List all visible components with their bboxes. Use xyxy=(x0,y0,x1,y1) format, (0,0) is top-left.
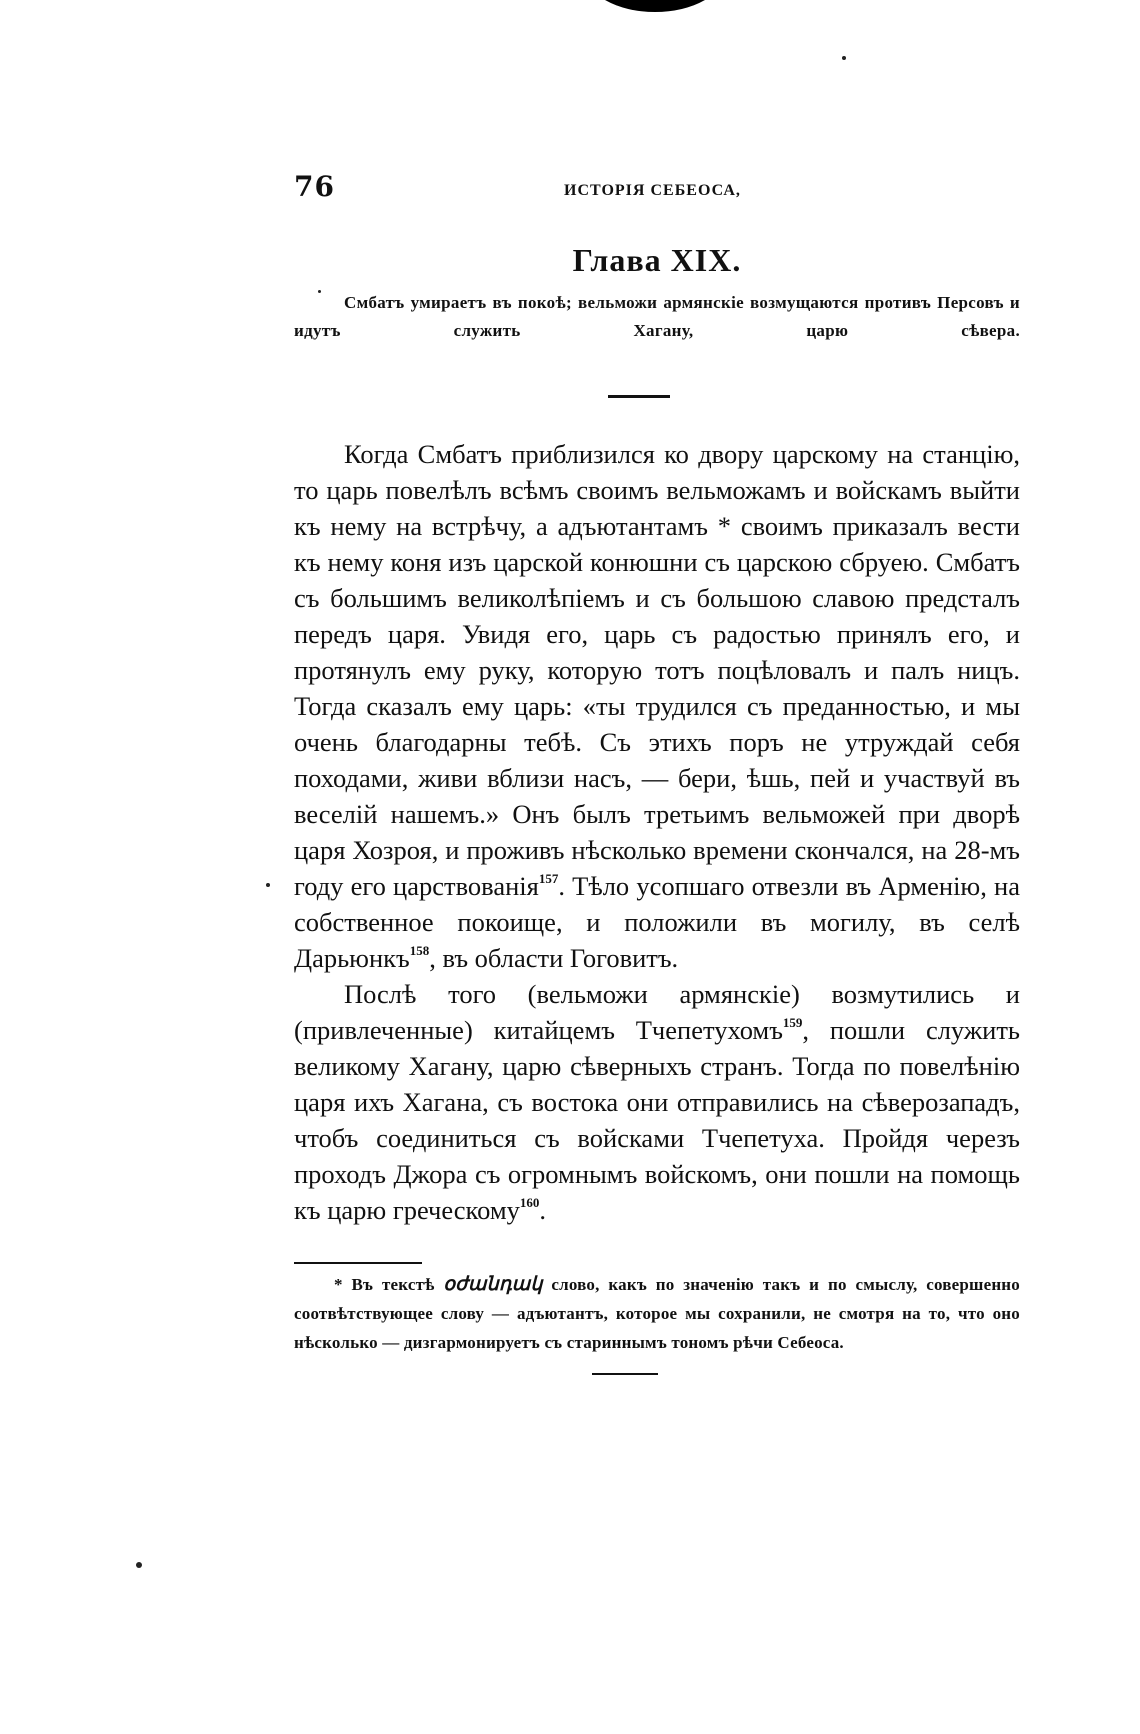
body-text xyxy=(294,436,1020,1228)
running-head xyxy=(294,170,1020,210)
paragraph-2-text-a: Послѣ того (вельможи армянскіе) возмутились и (привлеченные) китайцемъ Тчепетухомъ xyxy=(294,979,1020,1045)
paragraph-1 xyxy=(294,436,1020,976)
book-page xyxy=(294,170,1020,1375)
scan-speck xyxy=(136,1562,142,1568)
end-divider xyxy=(592,1373,658,1375)
running-title: ИСТОРІЯ СЕБЕОСА, xyxy=(564,182,741,199)
paragraph-1-text-c: , въ области Гоговитъ. xyxy=(429,943,679,973)
note-ref-157: 157 xyxy=(538,871,559,886)
note-ref-160: 160 xyxy=(519,1195,540,1210)
chapter-title: Глава XIX. xyxy=(572,242,742,278)
paragraph-1-text-b: . Тѣло усопшаго отвезли въ Арменію, на собственное покоище, и положили въ могилу, въ селѣ Дарьюнкъ xyxy=(294,871,1020,973)
chapter-summary: Смбатъ умираетъ въ покоѣ; вельможи армянскіе возмущаются противъ Персовъ и идутъ служить Хагану, царю сѣвера. xyxy=(294,293,1020,340)
page-number: 76 xyxy=(294,170,335,203)
paragraph-1-text-a: Когда Смбатъ приблизился ко двору царскому на станцію, то царь повелѣлъ всѣмъ своимъ вельможамъ и войскамъ выйти къ нему на встрѣчу, а адъютантамъ * своимъ приказалъ вести къ нему коня изъ царской конюшни съ царскою сбруею. Смбатъ съ большимъ великолѣпіемъ и съ большою славою предсталъ передъ царя. Увидя его, царь съ радостью принялъ его, и протянулъ ему руку, которую тотъ поцѣловалъ и палъ ницъ. Тогда сказалъ ему царь: «ты трудился съ преданностью, и мы очень благодарны тебѣ. Съ этихъ поръ не утруждай себя походами, живи вблизи насъ, — бери, ѣшь, пей и участвуй въ веселій нашемъ.» Онъ былъ третьимъ вельможей при дворѣ царя Хозроя, и проживъ нѣсколько времени скончался, на 28-мъ году его царствованія xyxy=(294,439,1020,901)
paragraph-2-text-b: , пошли служить великому Хагану, царю сѣверныхъ странъ. Тогда по повелѣнію царя ихъ Хагана, съ востока они отправились на сѣверозападъ, чтобъ соединиться съ войсками Тчепетуха. Пройдя черезъ проходъ Джора съ огромнымъ войскомъ, они пошли на помощь къ царю греческому xyxy=(294,1015,1020,1225)
paragraph-2-text-c: . xyxy=(539,1195,546,1225)
footnote-text: слово, какъ по значенію такъ и по смыслу, совершенно соотвѣтствующее слову — адъютантъ, которое мы сохранили, не смотря на то, что оно нѣсколько — дизгармонируетъ съ стариннымъ тономъ рѣчи Себеоса. xyxy=(294,1275,1021,1352)
note-ref-159: 159 xyxy=(782,1015,803,1030)
footnote xyxy=(294,1270,1020,1357)
footnote-lead: * Въ текстѣ xyxy=(334,1275,435,1294)
note-ref-158: 158 xyxy=(409,943,430,958)
scan-ink-blot xyxy=(585,0,725,12)
footnote-rule xyxy=(294,1262,422,1264)
scan-speck xyxy=(842,56,846,60)
section-divider xyxy=(608,395,670,398)
footnote-armenian-word: օժանդակ xyxy=(443,1274,543,1295)
scan-speck xyxy=(266,883,270,887)
paragraph-2 xyxy=(294,976,1020,1228)
